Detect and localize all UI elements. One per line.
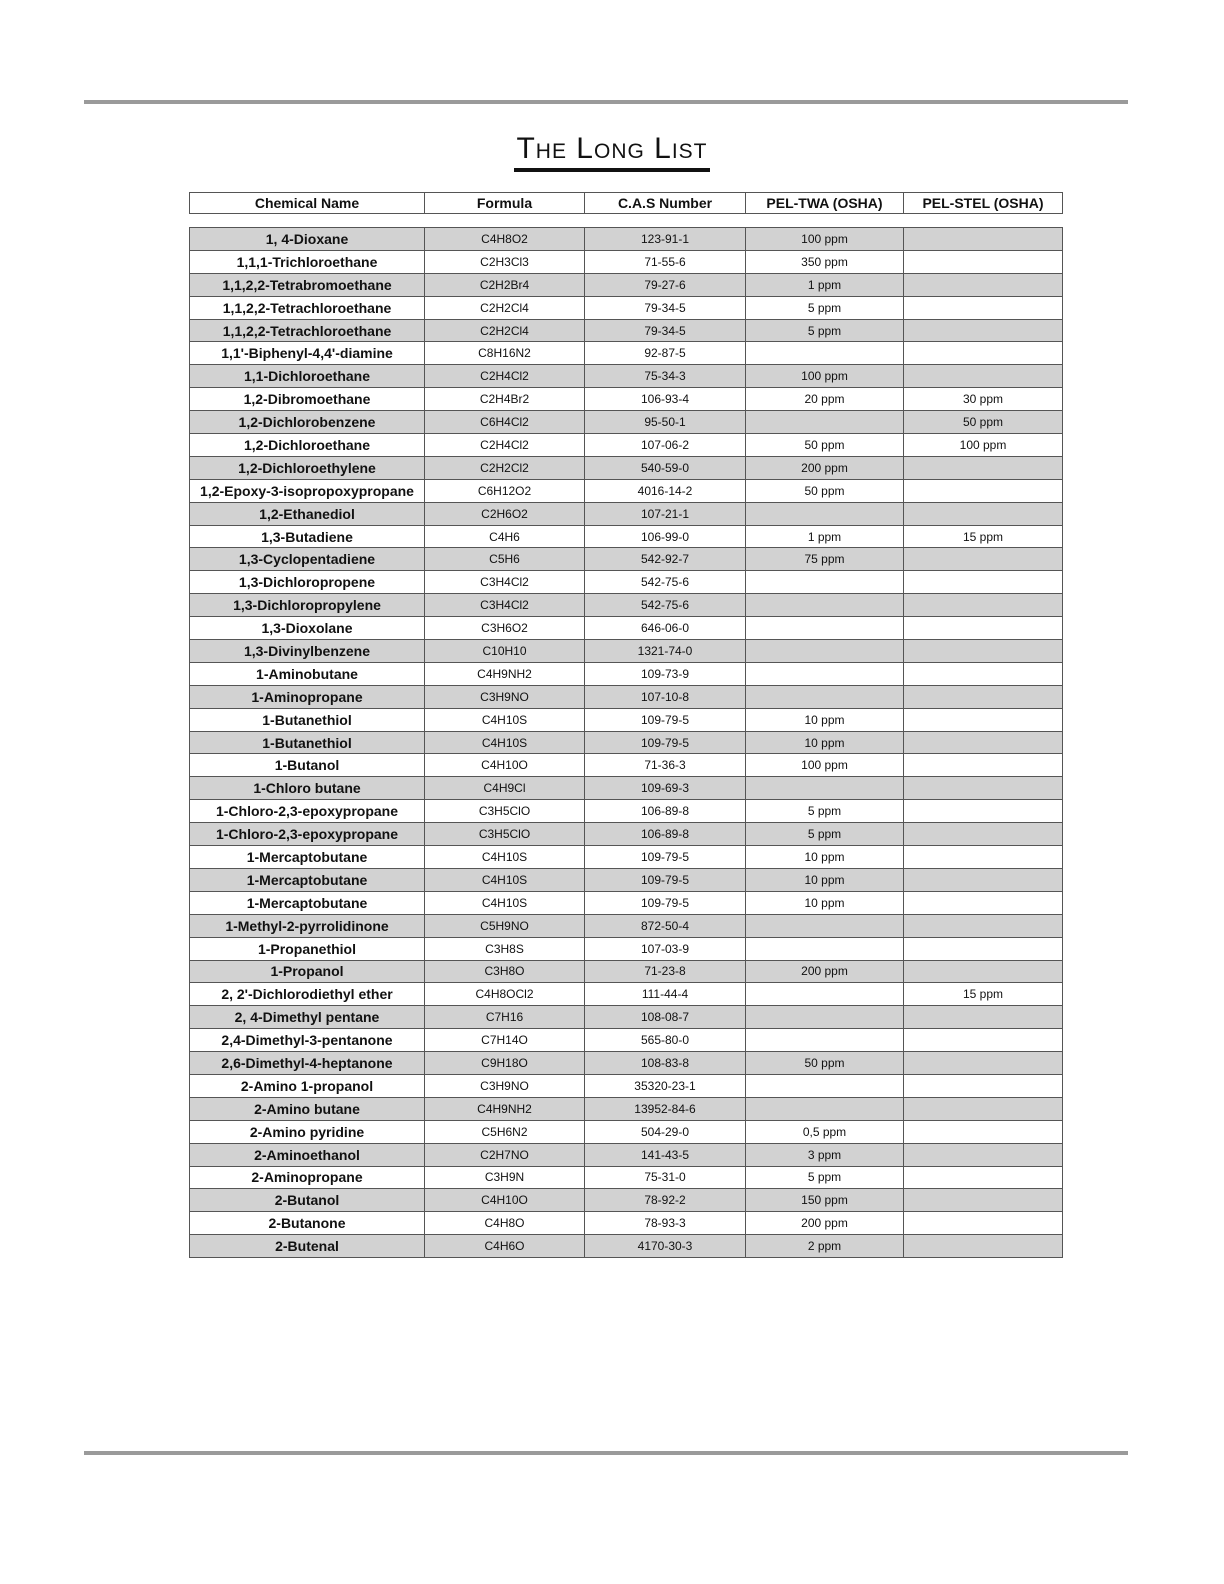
formula: C2H2Cl2	[425, 456, 585, 479]
table-row	[190, 456, 1063, 479]
pel-twa	[746, 502, 904, 525]
formula: C6H12O2	[425, 479, 585, 502]
table-row	[190, 1097, 1063, 1120]
chemical-name: 1-Methyl-2-pyrrolidinone	[190, 914, 425, 937]
pel-stel	[904, 754, 1063, 777]
table-header	[189, 192, 1063, 214]
cas-number: 109-79-5	[585, 891, 746, 914]
pel-twa: 5 ppm	[746, 319, 904, 342]
formula: C5H6N2	[425, 1120, 585, 1143]
cas-number: 79-34-5	[585, 296, 746, 319]
chemical-name: 2, 2'-Dichlorodiethyl ether	[190, 983, 425, 1006]
pel-twa	[746, 1029, 904, 1052]
pel-stel	[904, 1189, 1063, 1212]
cas-number: 78-92-2	[585, 1189, 746, 1212]
chemical-name: 1-Chloro-2,3-epoxypropane	[190, 800, 425, 823]
table-row	[190, 1120, 1063, 1143]
pel-stel	[904, 1166, 1063, 1189]
chemical-name: 2-Aminopropane	[190, 1166, 425, 1189]
cas-number: 109-79-5	[585, 868, 746, 891]
pel-stel	[904, 548, 1063, 571]
cas-number: 504-29-0	[585, 1120, 746, 1143]
pel-twa	[746, 662, 904, 685]
pel-twa	[746, 594, 904, 617]
pel-stel	[904, 1074, 1063, 1097]
formula: C3H4Cl2	[425, 571, 585, 594]
table-row	[190, 525, 1063, 548]
pel-twa: 10 ppm	[746, 891, 904, 914]
pel-twa	[746, 1006, 904, 1029]
cas-number: 4016-14-2	[585, 479, 746, 502]
table-row	[190, 891, 1063, 914]
cas-number: 106-89-8	[585, 823, 746, 846]
table-row	[190, 365, 1063, 388]
table-row	[190, 319, 1063, 342]
formula: C3H5ClO	[425, 800, 585, 823]
table-row	[190, 868, 1063, 891]
formula: C3H5ClO	[425, 823, 585, 846]
pel-stel	[904, 914, 1063, 937]
pel-stel	[904, 1029, 1063, 1052]
pel-twa	[746, 571, 904, 594]
pel-stel	[904, 228, 1063, 251]
pel-twa: 10 ppm	[746, 708, 904, 731]
chemical-name: 1,3-Dichloropropene	[190, 571, 425, 594]
pel-stel	[904, 502, 1063, 525]
chemical-name: 1,3-Cyclopentadiene	[190, 548, 425, 571]
pel-twa	[746, 685, 904, 708]
chemical-name: 2-Butenal	[190, 1235, 425, 1258]
table-row	[190, 548, 1063, 571]
cas-number: 123-91-1	[585, 228, 746, 251]
chemical-name: 1,2-Epoxy-3-isopropoxypropane	[190, 479, 425, 502]
chemical-name: 1,1,1-Trichloroethane	[190, 250, 425, 273]
table-row	[190, 640, 1063, 663]
table-row	[190, 617, 1063, 640]
pel-twa: 200 ppm	[746, 456, 904, 479]
cas-number: 79-34-5	[585, 319, 746, 342]
pel-twa	[746, 342, 904, 365]
formula: C2H4Cl2	[425, 434, 585, 457]
table-row	[190, 662, 1063, 685]
table-row	[190, 1212, 1063, 1235]
pel-twa	[746, 1074, 904, 1097]
cas-number: 106-99-0	[585, 525, 746, 548]
chemical-table	[189, 227, 1063, 1258]
pel-twa	[746, 914, 904, 937]
pel-stel	[904, 571, 1063, 594]
formula: C5H6	[425, 548, 585, 571]
chemical-name: 1,3-Butadiene	[190, 525, 425, 548]
table-row	[190, 250, 1063, 273]
formula: C4H8O2	[425, 228, 585, 251]
formula: C2H2Br4	[425, 273, 585, 296]
cas-number: 13952-84-6	[585, 1097, 746, 1120]
formula: C3H6O2	[425, 617, 585, 640]
cas-number: 71-36-3	[585, 754, 746, 777]
chemical-name: 1,3-Dichloropropylene	[190, 594, 425, 617]
pel-stel	[904, 640, 1063, 663]
table-row	[190, 685, 1063, 708]
table-row	[190, 273, 1063, 296]
table-row	[190, 479, 1063, 502]
cas-number: 71-55-6	[585, 250, 746, 273]
pel-stel: 15 ppm	[904, 983, 1063, 1006]
cas-number: 106-89-8	[585, 800, 746, 823]
pel-twa	[746, 617, 904, 640]
cas-number: 108-83-8	[585, 1052, 746, 1075]
column-header: PEL-STEL (OSHA)	[904, 193, 1063, 214]
cas-number: 107-06-2	[585, 434, 746, 457]
column-header: PEL-TWA (OSHA)	[746, 193, 904, 214]
formula: C2H7NO	[425, 1143, 585, 1166]
pel-twa: 20 ppm	[746, 388, 904, 411]
cas-number: 109-79-5	[585, 708, 746, 731]
pel-stel	[904, 365, 1063, 388]
cas-number: 107-10-8	[585, 685, 746, 708]
chemical-name: 1-Butanethiol	[190, 731, 425, 754]
formula: C4H10S	[425, 868, 585, 891]
cas-number: 1321-74-0	[585, 640, 746, 663]
chemical-name: 1,3-Divinylbenzene	[190, 640, 425, 663]
pel-twa	[746, 411, 904, 434]
pel-twa: 1 ppm	[746, 525, 904, 548]
chemical-name: 1-Chloro butane	[190, 777, 425, 800]
chemical-name: 2-Aminoethanol	[190, 1143, 425, 1166]
pel-twa: 10 ppm	[746, 868, 904, 891]
chemical-name: 2-Amino 1-propanol	[190, 1074, 425, 1097]
pel-stel	[904, 296, 1063, 319]
formula: C3H9NO	[425, 685, 585, 708]
pel-twa: 350 ppm	[746, 250, 904, 273]
pel-stel	[904, 250, 1063, 273]
table-row	[190, 1074, 1063, 1097]
cas-number: 92-87-5	[585, 342, 746, 365]
table-row	[190, 960, 1063, 983]
pel-stel	[904, 662, 1063, 685]
formula: C2H4Cl2	[425, 365, 585, 388]
pel-stel	[904, 273, 1063, 296]
cas-number: 79-27-6	[585, 273, 746, 296]
pel-twa: 100 ppm	[746, 228, 904, 251]
table-row	[190, 1052, 1063, 1075]
pel-twa: 100 ppm	[746, 365, 904, 388]
table-row	[190, 983, 1063, 1006]
pel-twa: 200 ppm	[746, 960, 904, 983]
pel-twa: 5 ppm	[746, 800, 904, 823]
chemical-name: 2, 4-Dimethyl pentane	[190, 1006, 425, 1029]
cas-number: 95-50-1	[585, 411, 746, 434]
chemical-name: 2-Butanone	[190, 1212, 425, 1235]
chemical-name: 1-Mercaptobutane	[190, 868, 425, 891]
chemical-name: 1-Aminobutane	[190, 662, 425, 685]
chemical-name: 1,1-Dichloroethane	[190, 365, 425, 388]
table-row	[190, 846, 1063, 869]
chemical-name: 1,1,2,2-Tetrabromoethane	[190, 273, 425, 296]
table-row	[190, 571, 1063, 594]
chemical-name: 2-Amino butane	[190, 1097, 425, 1120]
column-header: C.A.S Number	[585, 193, 746, 214]
pel-stel	[904, 342, 1063, 365]
pel-stel: 100 ppm	[904, 434, 1063, 457]
cas-number: 109-69-3	[585, 777, 746, 800]
pel-twa: 50 ppm	[746, 1052, 904, 1075]
pel-stel	[904, 937, 1063, 960]
pel-stel	[904, 708, 1063, 731]
table-row	[190, 228, 1063, 251]
pel-twa: 0,5 ppm	[746, 1120, 904, 1143]
table-row	[190, 1006, 1063, 1029]
pel-twa	[746, 640, 904, 663]
pel-stel	[904, 617, 1063, 640]
pel-twa: 10 ppm	[746, 846, 904, 869]
chemical-name: 2,4-Dimethyl-3-pentanone	[190, 1029, 425, 1052]
pel-twa	[746, 937, 904, 960]
pel-twa: 150 ppm	[746, 1189, 904, 1212]
pel-twa: 75 ppm	[746, 548, 904, 571]
table-row	[190, 434, 1063, 457]
cas-number: 646-06-0	[585, 617, 746, 640]
pel-twa: 3 ppm	[746, 1143, 904, 1166]
pel-stel	[904, 594, 1063, 617]
pel-twa: 5 ppm	[746, 1166, 904, 1189]
table-row	[190, 754, 1063, 777]
pel-stel: 30 ppm	[904, 388, 1063, 411]
chemical-name: 1,2-Dichloroethylene	[190, 456, 425, 479]
formula: C3H9NO	[425, 1074, 585, 1097]
chemical-name: 1-Butanol	[190, 754, 425, 777]
pel-twa: 100 ppm	[746, 754, 904, 777]
chemical-name: 2,6-Dimethyl-4-heptanone	[190, 1052, 425, 1075]
pel-stel	[904, 319, 1063, 342]
chemical-name: 1-Propanethiol	[190, 937, 425, 960]
table-row	[190, 823, 1063, 846]
pel-stel	[904, 868, 1063, 891]
chemical-name: 1,2-Dichlorobenzene	[190, 411, 425, 434]
top-divider	[84, 100, 1128, 104]
table-row	[190, 388, 1063, 411]
formula: C5H9NO	[425, 914, 585, 937]
pel-twa	[746, 1097, 904, 1120]
cas-number: 565-80-0	[585, 1029, 746, 1052]
cas-number: 109-79-5	[585, 731, 746, 754]
table-row	[190, 502, 1063, 525]
formula: C7H14O	[425, 1029, 585, 1052]
pel-stel	[904, 1235, 1063, 1258]
pel-stel	[904, 1143, 1063, 1166]
chemical-name: 1-Chloro-2,3-epoxypropane	[190, 823, 425, 846]
formula: C4H9NH2	[425, 662, 585, 685]
cas-number: 75-31-0	[585, 1166, 746, 1189]
formula: C4H10S	[425, 708, 585, 731]
cas-number: 540-59-0	[585, 456, 746, 479]
pel-twa: 50 ppm	[746, 434, 904, 457]
pel-stel	[904, 960, 1063, 983]
formula: C2H3Cl3	[425, 250, 585, 273]
column-header: Chemical Name	[190, 193, 425, 214]
formula: C4H6	[425, 525, 585, 548]
page-title: The Long List	[514, 132, 709, 172]
pel-stel	[904, 1120, 1063, 1143]
cas-number: 107-03-9	[585, 937, 746, 960]
cas-number: 109-79-5	[585, 846, 746, 869]
chemical-name: 1-Mercaptobutane	[190, 891, 425, 914]
cas-number: 542-92-7	[585, 548, 746, 571]
formula: C4H10O	[425, 1189, 585, 1212]
cas-number: 109-73-9	[585, 662, 746, 685]
pel-stel	[904, 1052, 1063, 1075]
title-container	[0, 132, 1224, 172]
table-row	[190, 1189, 1063, 1212]
pel-stel	[904, 823, 1063, 846]
cas-number: 78-93-3	[585, 1212, 746, 1235]
table-row	[190, 342, 1063, 365]
pel-stel	[904, 777, 1063, 800]
cas-number: 107-21-1	[585, 502, 746, 525]
table-row	[190, 1166, 1063, 1189]
pel-stel	[904, 731, 1063, 754]
table-row	[190, 594, 1063, 617]
table-row	[190, 1029, 1063, 1052]
bottom-divider	[84, 1451, 1128, 1455]
chemical-name: 1,1,2,2-Tetrachloroethane	[190, 319, 425, 342]
pel-twa: 200 ppm	[746, 1212, 904, 1235]
table-row	[190, 937, 1063, 960]
pel-stel	[904, 800, 1063, 823]
chemical-name: 1-Butanethiol	[190, 708, 425, 731]
chemical-name: 1,2-Dibromoethane	[190, 388, 425, 411]
cas-number: 108-08-7	[585, 1006, 746, 1029]
pel-stel	[904, 846, 1063, 869]
formula: C2H4Br2	[425, 388, 585, 411]
formula: C2H2Cl4	[425, 319, 585, 342]
formula: C4H10S	[425, 731, 585, 754]
column-header: Formula	[425, 193, 585, 214]
table-row	[190, 731, 1063, 754]
formula: C4H9Cl	[425, 777, 585, 800]
chemical-name: 1, 4-Dioxane	[190, 228, 425, 251]
formula: C4H10S	[425, 891, 585, 914]
chemical-name: 1,3-Dioxolane	[190, 617, 425, 640]
pel-stel	[904, 891, 1063, 914]
cas-number: 106-93-4	[585, 388, 746, 411]
pel-twa: 10 ppm	[746, 731, 904, 754]
formula: C3H8S	[425, 937, 585, 960]
cas-number: 75-34-3	[585, 365, 746, 388]
table-row	[190, 411, 1063, 434]
formula: C4H6O	[425, 1235, 585, 1258]
pel-twa	[746, 777, 904, 800]
formula: C4H10O	[425, 754, 585, 777]
table-row	[190, 914, 1063, 937]
pel-twa	[746, 983, 904, 1006]
header-row	[190, 193, 1063, 214]
chemical-name: 1-Mercaptobutane	[190, 846, 425, 869]
pel-stel	[904, 456, 1063, 479]
formula: C10H10	[425, 640, 585, 663]
cas-number: 542-75-6	[585, 594, 746, 617]
table-row	[190, 777, 1063, 800]
chemical-name: 1,1,2,2-Tetrachloroethane	[190, 296, 425, 319]
pel-twa: 5 ppm	[746, 823, 904, 846]
cas-number: 872-50-4	[585, 914, 746, 937]
pel-twa: 5 ppm	[746, 296, 904, 319]
cas-number: 111-44-4	[585, 983, 746, 1006]
cas-number: 542-75-6	[585, 571, 746, 594]
formula: C7H16	[425, 1006, 585, 1029]
pel-stel	[904, 1097, 1063, 1120]
cas-number: 71-23-8	[585, 960, 746, 983]
chemical-name: 1,1'-Biphenyl-4,4'-diamine	[190, 342, 425, 365]
pel-stel	[904, 1006, 1063, 1029]
chemical-name: 2-Amino pyridine	[190, 1120, 425, 1143]
pel-stel	[904, 1212, 1063, 1235]
formula: C3H4Cl2	[425, 594, 585, 617]
cas-number: 35320-23-1	[585, 1074, 746, 1097]
pel-stel	[904, 479, 1063, 502]
formula: C3H9N	[425, 1166, 585, 1189]
formula: C9H18O	[425, 1052, 585, 1075]
chemical-name: 1-Propanol	[190, 960, 425, 983]
formula: C4H9NH2	[425, 1097, 585, 1120]
pel-twa: 2 ppm	[746, 1235, 904, 1258]
formula: C4H8O	[425, 1212, 585, 1235]
formula: C3H8O	[425, 960, 585, 983]
pel-twa: 1 ppm	[746, 273, 904, 296]
cas-number: 4170-30-3	[585, 1235, 746, 1258]
table-row	[190, 296, 1063, 319]
chemical-name: 2-Butanol	[190, 1189, 425, 1212]
formula: C6H4Cl2	[425, 411, 585, 434]
chemical-table-body	[190, 228, 1063, 1258]
formula: C8H16N2	[425, 342, 585, 365]
pel-stel: 50 ppm	[904, 411, 1063, 434]
table-row	[190, 800, 1063, 823]
formula: C2H6O2	[425, 502, 585, 525]
formula: C2H2Cl4	[425, 296, 585, 319]
pel-stel	[904, 685, 1063, 708]
chemical-name: 1,2-Dichloroethane	[190, 434, 425, 457]
cas-number: 141-43-5	[585, 1143, 746, 1166]
table-row	[190, 1235, 1063, 1258]
formula: C4H8OCl2	[425, 983, 585, 1006]
pel-stel: 15 ppm	[904, 525, 1063, 548]
table-row	[190, 1143, 1063, 1166]
pel-twa: 50 ppm	[746, 479, 904, 502]
formula: C4H10S	[425, 846, 585, 869]
chemical-name: 1-Aminopropane	[190, 685, 425, 708]
chemical-name: 1,2-Ethanediol	[190, 502, 425, 525]
table-row	[190, 708, 1063, 731]
